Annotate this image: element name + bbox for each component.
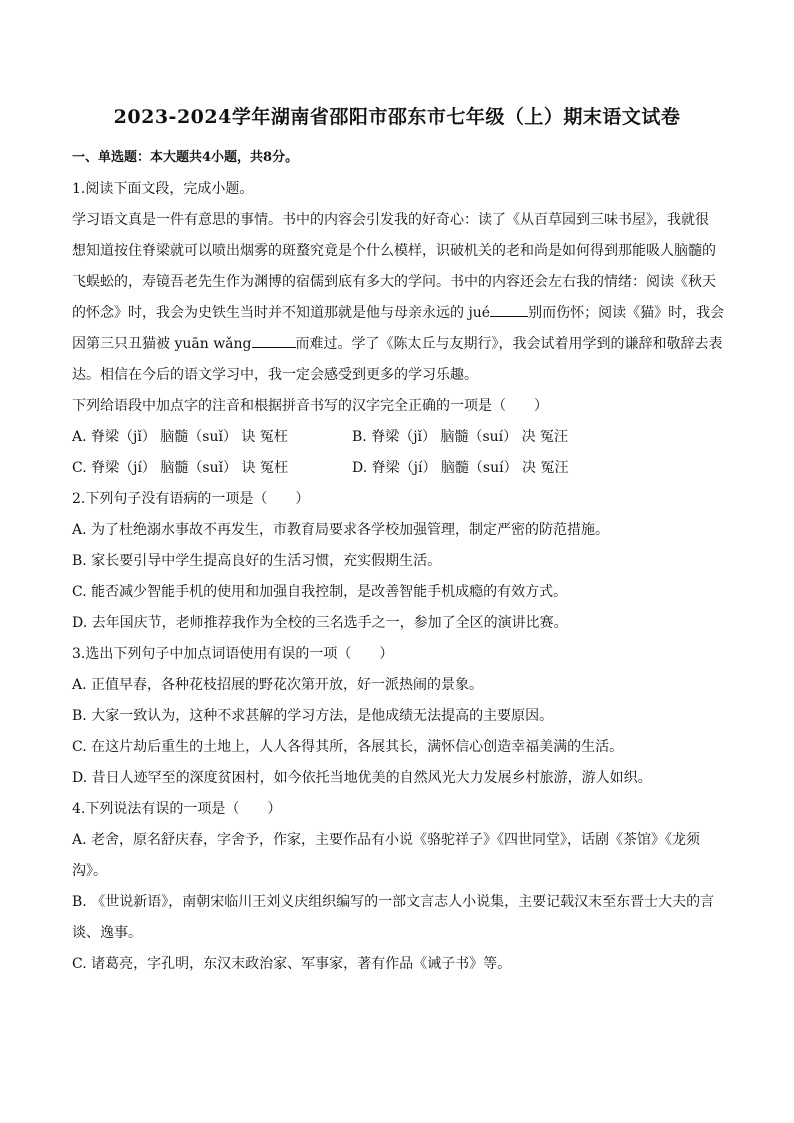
passage-text: 别而伤怀；阅读《猫》时，我会 [528, 305, 725, 321]
option-c[interactable]: C. 在这片劫后重生的土地上，人人各得其所，各展其长，满怀信心创造幸福美满的生活。 [72, 739, 624, 755]
option-b[interactable]: B. 家长要引导中学生提高良好的生活习惯，充实假期生活。 [72, 553, 442, 569]
question-3-prompt: 3.选出下列句子中加点词语使用有误的一项（ ） [72, 646, 394, 662]
option-d[interactable]: D. 脊梁（jí） 脑髓（suí） 决 冤汪 [352, 460, 569, 476]
option-a[interactable]: A. 为了杜绝溺水事故不再发生，市教育局要求各学校加强管理，制定严密的防范措施。 [72, 522, 610, 538]
section-heading: 一、单选题：本大题共4小题，共8分。 [72, 150, 299, 165]
page-title: 2023-2024学年湖南省邵阳市邵东市七年级（上）期末语文试卷 [113, 106, 681, 128]
option-b[interactable]: B. 《世说新语》，南朝宋临川王刘义庆组织编写的一部文言志人小说集，主要记载汉末至东晋士大夫的言 [72, 894, 715, 910]
passage-text: 因第三只丑猫被 yuān wǎng [72, 336, 252, 352]
question-2-prompt: 2.下列句子没有语病的一项是（ ） [72, 491, 310, 507]
option-d[interactable]: D. 昔日人迹罕至的深度贫困村，如今依托当地优美的自然风光大力发展乡村旅游，游人如织。 [72, 770, 652, 786]
option-a[interactable]: A. 正值早春，各种花枝招展的野花次第开放，好一派热闹的景象。 [72, 677, 484, 693]
question-1-prompt: 1.阅读下面文段，完成小题。 [72, 181, 254, 197]
option-c[interactable]: C. 诸葛亮，字孔明，东汉末政治家、军事家，著有作品《诫子书》等。 [72, 956, 512, 972]
option-b[interactable]: B. 脊梁（jǐ） 脑髓（suí） 决 冤汪 [352, 429, 569, 445]
option-b[interactable]: B. 大家一致认为，这种不求甚解的学习方法，是他成绩无法提高的主要原因。 [72, 708, 554, 724]
passage-line: 学习语文真是一件有意思的事情。书中的内容会引发我的好奇心：读了《从百草园到三味书屋》，我就很 [72, 212, 709, 228]
passage-text: 而难过。学了《陈太丘与友期行》，我会试着用学到的谦辞和敬辞去表 [295, 336, 723, 352]
passage-line [72, 333, 723, 353]
fill-blank[interactable] [490, 304, 528, 317]
option-b-continued: 谈、逸事。 [72, 925, 142, 941]
option-d[interactable]: D. 去年国庆节，老师推荐我作为全校的三名选手之一，参加了全区的演讲比赛。 [72, 615, 568, 631]
option-c[interactable]: C. 脊梁（jí） 脑髓（suǐ） 诀 冤枉 [72, 460, 288, 476]
passage-line: 达。相信在今后的语文学习中，我一定会感受到更多的学习乐趣。 [72, 367, 478, 383]
passage-text: 的怀念》时，我会为史铁生当时并不知道那就是他与母亲永远的 jué [72, 305, 491, 321]
fill-blank[interactable] [252, 335, 296, 348]
question-4-prompt: 4.下列说法有误的一项是（ ） [72, 801, 282, 817]
option-c[interactable]: C. 能否减少智能手机的使用和加强自我控制，是改善智能手机成瘾的有效方式。 [72, 584, 568, 600]
passage-line: 想知道按住脊梁就可以喷出烟雾的斑蝥究竟是个什么模样，识破机关的老和尚是如何得到那能吸人脑髓的 [72, 243, 716, 259]
option-a[interactable]: A. 脊梁（jǐ） 脑髓（suǐ） 诀 冤枉 [72, 429, 288, 445]
question-1-stem: 下列给语段中加点字的注音和根据拼音书写的汉字完全正确的一项是（ ） [72, 398, 548, 414]
option-a[interactable]: A. 老舍，原名舒庆春，字舍予，作家，主要作品有小说《骆驼祥子》《四世同堂》，话剧《茶馆》《龙须 [72, 832, 701, 848]
passage-line [72, 302, 724, 322]
passage-line: 飞蜈蚣的，寿镜吾老先生作为渊博的宿儒到底有多大的学问。书中的内容还会左右我的情绪：阅读《秋天 [72, 274, 716, 290]
option-a-continued: 沟》。 [72, 863, 107, 879]
